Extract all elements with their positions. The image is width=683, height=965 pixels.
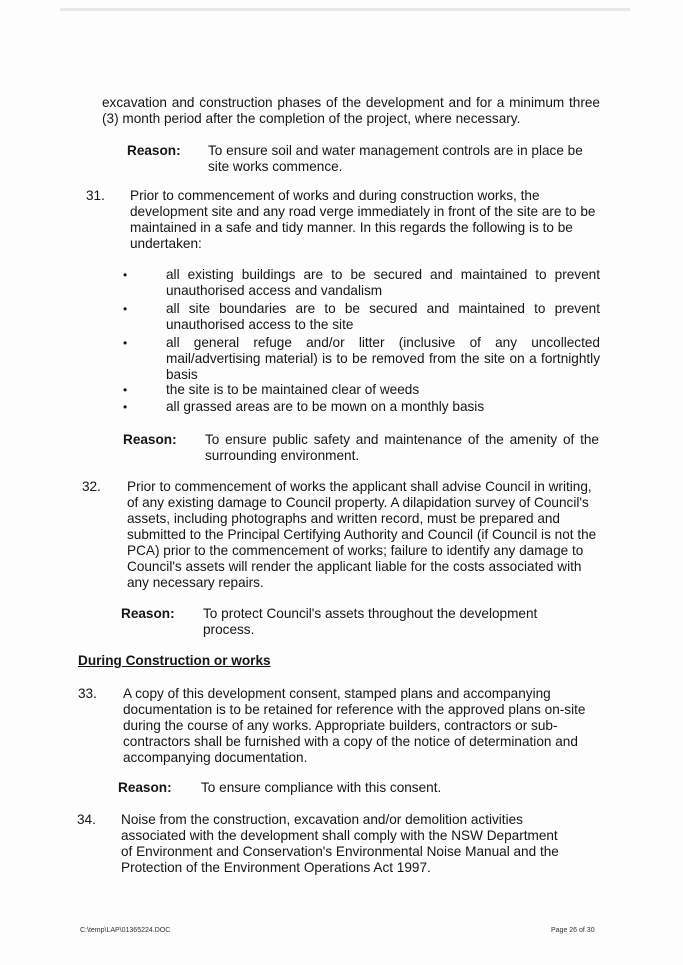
condition-31-reason-text: To ensure public safety and maintenance of the amenity of the surrounding environment. [205,432,599,463]
condition-32-reason-label: Reason: [121,606,175,621]
condition-31-text: Prior to commencement of works and during construction works, the development site and any road verge immediately in front of the site are to be maintained in a safe and tidy manner. In this regards the following is to be undertaken: [130,188,596,251]
condition-33-reason-label: Reason: [118,780,172,795]
footer-page-number: Page 26 of 30 [551,927,595,934]
bullet-icon: • [123,336,128,350]
bullet-icon: • [123,383,128,397]
bullet-icon: • [123,268,128,282]
bullet-icon: • [123,400,128,414]
condition-31-number: 31. [86,188,105,203]
intro-reason-label: Reason: [127,143,181,158]
bullet-text: the site is to be maintained clear of weeds [166,382,420,397]
bullet-text: all general refuge and/or litter (inclusive of any uncollected mail/advertising material) is to be removed from the site on a fortnightly basis [166,335,600,382]
condition-32-text: Prior to commencement of works the applicant shall advise Council in writing, of any existing damage to Council property. A dilapidation survey of Council's assets, including photographs and written record, must be prepared and submitted to the Principal Certifying Authority and Council (if Council is not the PCA) prior to the commencement of works; failure to identify any damage to Council's assets will render the applicant liable for the costs associated with any necessary repairs. [127,479,597,590]
section-heading: During Construction or works [78,653,271,668]
condition-33-number: 33. [78,686,97,701]
intro-paragraph: excavation and construction phases of the development and for a minimum three (3) month period after the completion of the project, where necessary. [102,95,600,126]
bullet-icon: • [123,302,128,316]
condition-33-text: A copy of this development consent, stamped plans and accompanying documentation is to be retained for reference with the approved plans on-site during the course of any works. Appropriate builders, contractors or sub-contractors shall be furnished with a copy of the notice of determination and accompanying documentation. [123,686,586,765]
condition-32-reason-text: To protect Council's assets throughout the development process. [203,606,538,637]
condition-33-reason-text: To ensure compliance with this consent. [201,780,442,795]
condition-34-text: Noise from the construction, excavation and/or demolition activities associated with the development shall comply with the NSW Department of Environment and Conservation's Environmental Noise Manual and the Protection of the Environment Operations Act 1997. [121,812,559,875]
bullet-text: all grassed areas are to be mown on a monthly basis [166,399,485,414]
intro-reason-text: To ensure soil and water management controls are in place be site works commence. [208,143,583,174]
bullet-text: all site boundaries are to be secured and maintained to prevent unauthorised access to the site [166,301,600,332]
condition-34-number: 34. [77,812,96,827]
condition-32-number: 32. [82,479,101,494]
bullet-text: all existing buildings are to be secured and maintained to prevent unauthorised access and vandalism [166,267,600,298]
scan-edge [60,8,630,11]
condition-31-reason-label: Reason: [123,432,177,447]
footer-file-path: C:\temp\LAP\01365224.DOC [80,927,171,934]
